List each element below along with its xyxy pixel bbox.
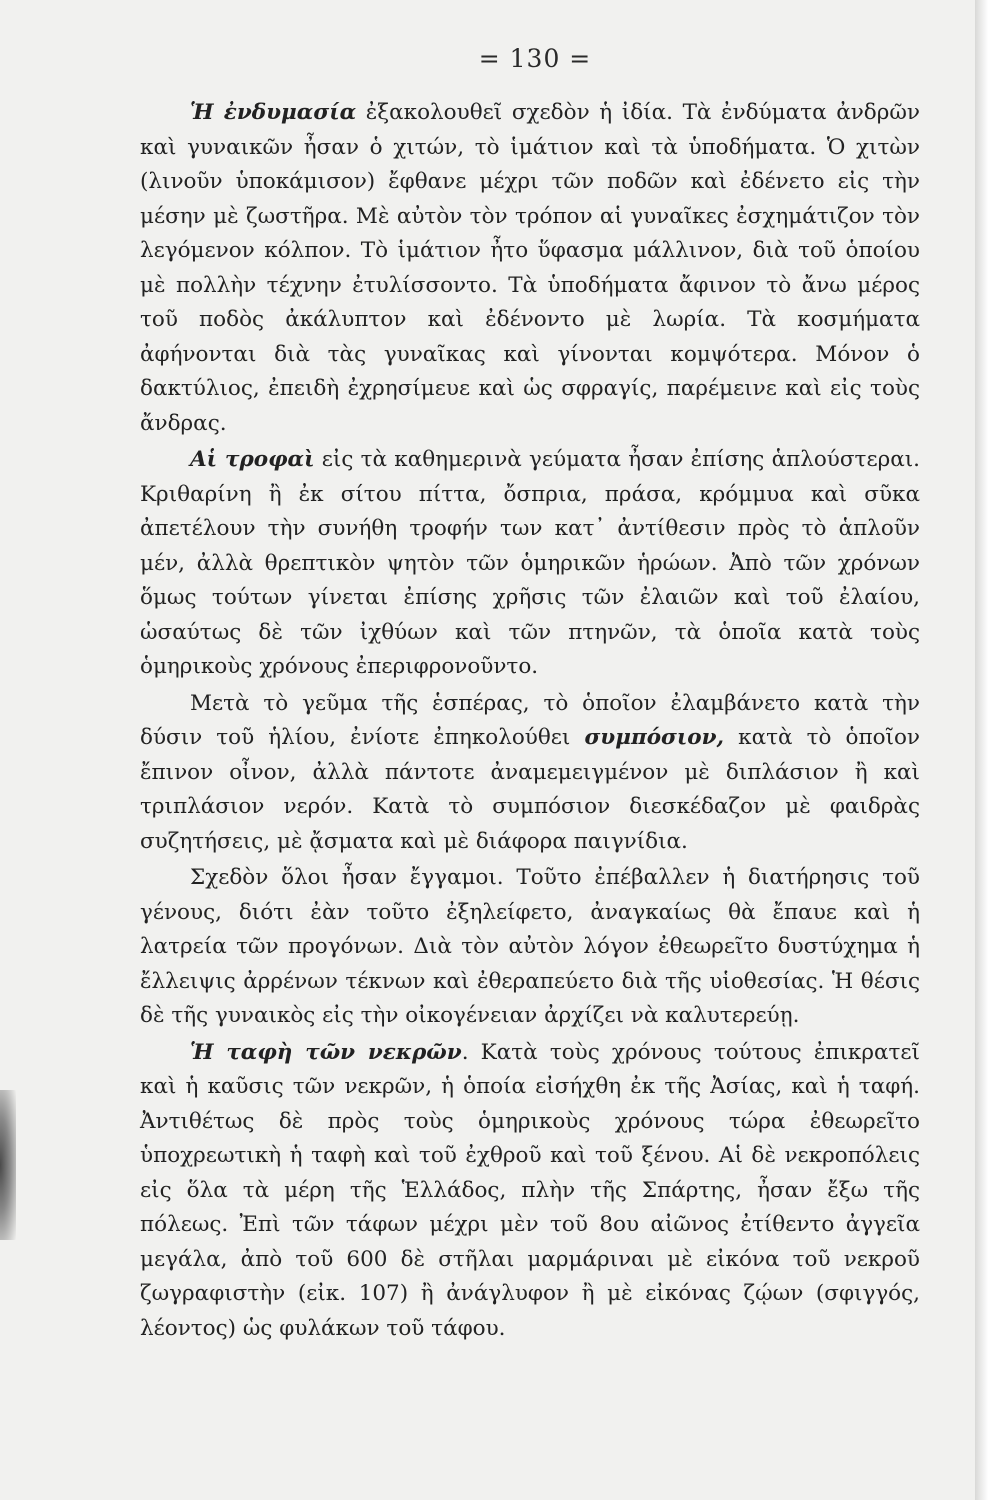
paragraph-text: κατὰ τὸ ὁποῖον ἔπινον οἶνον, ἀλλὰ πάντοτε ἀναμεμειγμένον μὲ διπλάσιον ἢ καὶ τριπλάσιον νερόν. Κατὰ τὸ συμπόσιον διεσκέδαζον μὲ φαιδρὰς συζητήσεις, μὲ ᾄσματα καὶ μὲ διάφορα παιγνίδια.	[140, 725, 920, 854]
keyword-burial: Ἡ ταφὴ τῶν νεκρῶν	[190, 1039, 462, 1065]
keyword-clothing: Ἡ ἐνδυμασία	[190, 100, 357, 125]
paragraph-clothing	[140, 96, 920, 441]
paragraph-symposium	[140, 687, 920, 860]
thumb-shadow	[0, 1090, 16, 1240]
paragraph-text: Σχεδὸν ὅλοι ἦσαν ἔγγαμοι. Τοῦτο ἐπέβαλλεν ἡ διατήρησις τοῦ γένους, διότι ἐὰν τοῦτο ἐξηλείφετο, ἀναγκαίως θὰ ἔπαυε καὶ ἡ λατρεία τῶν προγόνων. Διὰ τὸν αὐτὸν λόγον ἐθεωρεῖτο δυστύχημα ἡ ἔλλειψις ἀρρένων τέκνων καὶ ἐθεραπεύετο διὰ τῆς υἱοθεσίας. Ἡ θέσις δὲ τῆς γυναικὸς εἰς τὴν οἰκογένειαν ἀρχίζει νὰ καλυτερεύῃ.	[140, 865, 920, 1028]
paragraph-text: ἐξακολουθεῖ σχεδὸν ἡ ἰδία. Τὰ ἐνδύματα ἀνδρῶν καὶ γυναικῶν ἦσαν ὁ χιτών, τὸ ἱμάτιον καὶ τὰ ὑποδήματα. Ὁ χιτὼν (λινοῦν ὑποκάμισον) ἔφθανε μέχρι τῶν ποδῶν καὶ ἐδένετο εἰς τὴν μέσην μὲ ζωστῆρα. Μὲ αὐτὸν τὸν τρόπον αἱ γυναῖκες ἐσχημάτιζον τὸν λεγόμενον κόλπον. Τὸ ἱμάτιον ἦτο ὕφασμα μάλλινον, διὰ τοῦ ὁποίου μὲ πολλὴν τέχνην ἐτυλίσσοντο. Τὰ ὑποδήματα ἄφινον τὸ ἄνω μέρος τοῦ ποδὸς ἀκάλυπτον καὶ ἐδένοντο μὲ λωρία. Τὰ κοσμήματα ἀφήνονται διὰ τὰς γυναῖκας καὶ γίνονται κομψότερα. Μόνον ὁ δακτύλιος, ἐπειδὴ ἐχρησίμευε καὶ ὡς σφραγίς, παρέμεινε καὶ εἰς τοὺς ἄνδρας.	[140, 100, 920, 436]
keyword-food: Αἱ τροφαὶ	[190, 447, 315, 472]
body-text	[140, 96, 920, 1346]
paragraph-text: εἰς τὰ καθημερινὰ γεύματα ἦσαν ἐπίσης ἁπλούστεραι. Κριθαρίνη ἢ ἐκ σίτου πίττα, ὄσπρια, πράσα, κρόμμυα καὶ σῦκα ἀπετέλουν τὴν συνήθη τροφήν των κατ᾽ ἀντίθεσιν πρὸς τὸ ἁπλοῦν μέν, ἀλλὰ θρεπτικὸν ψητὸν τῶν ὁμηρικῶν ἡρώων. Ἀπὸ τῶν χρόνων ὅμως τούτων γίνεται ἐπίσης χρῆσις τῶν ἐλαιῶν καὶ τοῦ ἐλαίου, ὡσαύτως δὲ τῶν ἰχθύων καὶ τῶν πτηνῶν, τὰ ὁποῖα κατὰ τοὺς ὁμηρικοὺς χρόνους ἐπεριφρονοῦντο.	[140, 447, 921, 679]
paragraph-text: . Κατὰ τοὺς χρόνους τούτους ἐπικρατεῖ καὶ ἡ καῦσις τῶν νεκρῶν, ἡ ὁποία εἰσήχθη ἐκ τῆς Ἀσίας, καὶ ἡ ταφή. Ἀντιθέτως δὲ πρὸς τοὺς ὁμηρικοὺς χρόνους τώρα ἐθεωρεῖτο ὑποχρεωτικὴ ἡ ταφὴ καὶ τοῦ ἐχθροῦ καὶ τοῦ ξένου. Αἱ δὲ νεκροπόλεις εἰς ὅλα τὰ μέρη τῆς Ἑλλάδος, πλὴν τῆς Σπάρτης, ἦσαν ἔξω τῆς πόλεως. Ἐπὶ τῶν τάφων μέχρι μὲν τοῦ 8ου αἰῶνος ἐτίθεντο ἀγγεῖα μεγάλα, ἀπὸ τοῦ 600 δὲ στῆλαι μαρμάριναι μὲ εἰκόνα τοῦ νεκροῦ ζωγραφιστὴν (εἰκ. 107) ἢ ἀνάγλυφον ἢ μὲ εἰκόνας ζῴων (σφιγγός, λέοντος) ὡς φυλάκων τοῦ τάφου.	[140, 1039, 920, 1341]
paragraph-burial	[140, 1036, 920, 1347]
page-edge-shading	[975, 0, 997, 1500]
keyword-symposium: συμπόσιον,	[584, 725, 725, 750]
paragraph-marriage	[140, 861, 920, 1034]
paragraph-food	[140, 443, 920, 685]
paragraph-text: Μετὰ τὸ γεῦμα τῆς ἑσπέρας, τὸ ὁποῖον ἐλαμβάνετο κατὰ τὴν δύσιν τοῦ ἡλίου, ἐνίοτε ἐπηκολούθει	[140, 690, 920, 750]
page-number: = 130 =	[478, 44, 592, 73]
